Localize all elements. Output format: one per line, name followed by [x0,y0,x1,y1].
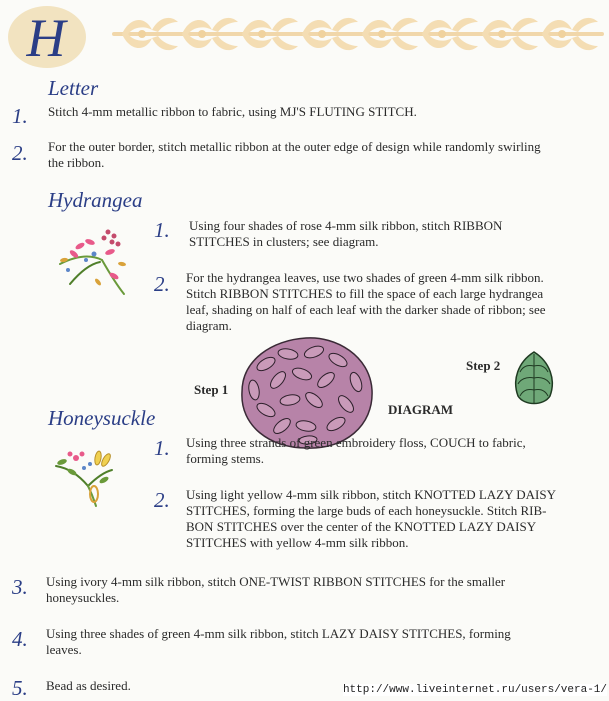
letter-step-2-line1: For the outer border, stitch metallic ribbon at the outer edge of design while randomly swirling [48,139,541,154]
honeysuckle-step-2-line2: STITCHES, forming the large buds of each honeysuckle. Stitch RIB- [186,503,547,518]
section-heading-honeysuckle: Honeysuckle [48,406,156,430]
hydrangea-step-1-line2: STITCHES in clusters; see diagram. [189,234,379,249]
step-number: 2. [12,141,28,165]
watermark-url: http://www.liveinternet.ru/users/vera-1/ [342,684,607,696]
step-number: 2. [154,488,170,512]
diagram-step-1-label: Step 1 [194,382,229,397]
section-heading-hydrangea: Hydrangea [48,188,143,212]
honeysuckle-step-3-line1: Using ivory 4-mm silk ribbon, stitch ONE-TWIST RIBBON STITCHES for the smaller [46,574,506,589]
step-number: 3. [12,575,28,599]
hydrangea-step-2-line3: leaf, shading on half of each leaf with the darker shade of ribbon; see [186,302,546,317]
diagram-step-2-label: Step 2 [466,358,501,373]
step-number: 1. [154,218,170,242]
honeysuckle-step-1-line1: Using three strands of green embroidery floss, COUCH to fabric, [186,435,526,450]
honeysuckle-step-2-line4: STITCHES with yellow 4-mm silk ribbon. [186,535,409,550]
diagram-title: DIAGRAM [388,402,453,417]
honeysuckle-step-1-line2: forming stems. [186,451,264,466]
step-number: 1. [12,104,28,128]
section-heading-letter: Letter [48,76,99,100]
step-number: 5. [12,676,28,700]
step-number: 4. [12,627,28,651]
hydrangea-step-2-line1: For the hydrangea leaves, use two shades of green 4-mm silk ribbon. [186,270,544,285]
honeysuckle-step-2-line3: BON STITCHES over the center of the KNOTTED LAZY DAISY [186,519,537,534]
decorative-leaf-border [112,10,604,58]
hydrangea-step-1-line1: Using four shades of rose 4-mm silk ribbon, stitch RIBBON [189,218,503,233]
hydrangea-embroidery-illustration [50,224,134,302]
hydrangea-leaf-step-2-illustration [510,350,558,408]
hydrangea-step-2-line4: diagram. [186,318,232,333]
step-number: 2. [154,272,170,296]
honeysuckle-step-5-text: Bead as desired. [46,678,131,693]
honeysuckle-step-2-line1: Using light yellow 4-mm silk ribbon, stitch KNOTTED LAZY DAISY [186,487,556,502]
honeysuckle-step-3-line2: honeysuckles. [46,590,120,605]
hydrangea-step-2-line2: Stitch RIBBON STITCHES to fill the space of each large hydrangea [186,286,544,301]
step-number: 1. [154,436,170,460]
honeysuckle-step-4-line1: Using three shades of green 4-mm silk ribbon, stitch LAZY DAISY STITCHES, forming [46,626,511,641]
letter-step-2-line2: the ribbon. [48,155,105,170]
monogram-h [6,4,88,70]
letter-step-1-text: Stitch 4-mm metallic ribbon to fabric, using MJ'S FLUTING STITCH. [48,104,417,119]
monogram-letter: H [26,8,66,68]
honeysuckle-step-4-line2: leaves. [46,642,82,657]
honeysuckle-embroidery-illustration [48,446,124,508]
